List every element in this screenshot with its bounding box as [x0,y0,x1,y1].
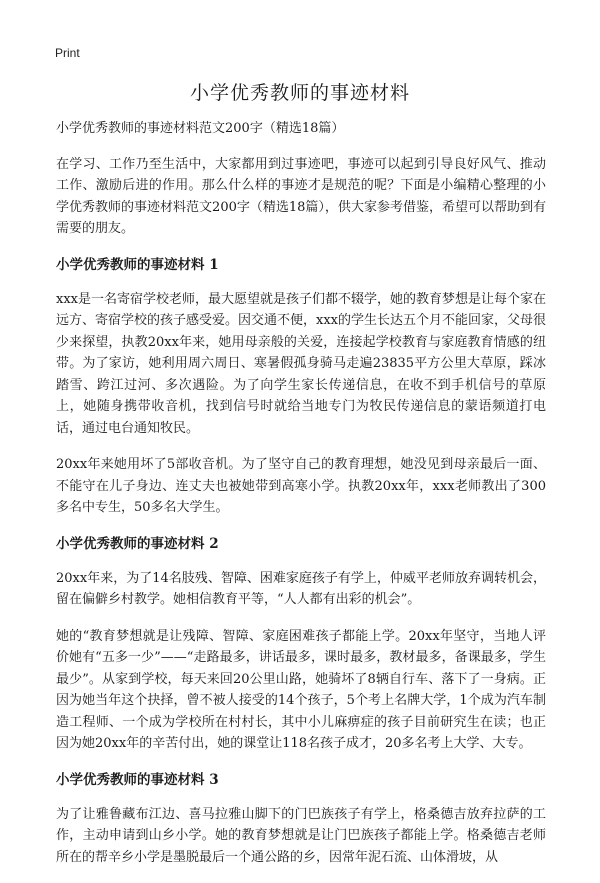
print-link[interactable]: Print [55,46,80,60]
section-1-paragraph-2: 20xx年来她用坏了5部收音机。为了坚守自己的教育理想，她没见到母亲最后一面、不能守在儿子身边、连丈夫也被她带到高寒小学。执教20xx年，xxx老师教出了300多名中专生，50多名大学生。 [56,457,546,515]
section-3-paragraph-1: 为了让雅鲁藏布江边、喜马拉雅山脚下的门巴族孩子有学上，格桑德吉放弃拉萨的工作，主动申请到山乡小学。她的教育梦想就是让门巴族孩子都能上学。格桑德吉老师所在的帮辛乡小学是墨脱最后一个通公路的乡，因常年泥石流、山体滑坡，从 [56,806,546,865]
document-body [56,118,546,883]
section-heading-1: 小学优秀教师的事迹材料 1 [56,256,219,273]
intro-paragraph: 在学习、工作乃至生活中，大家都用到过事迹吧，事迹可以起到引导良好风气、推动工作、激励后进的作用。那么什么样的事迹才是规范的呢？下面是小编精心整理的小学优秀教师的事迹材料范文200字（精选18篇），供大家参考借鉴，希望可以帮助到有需要的朋友。 [56,156,546,236]
document-title: 小学优秀教师的事迹材料 [189,82,410,104]
section-heading-3: 小学优秀教师的事迹材料 3 [56,771,219,788]
section-1-paragraph-1: xxx是一名寄宿学校老师，最大愿望就是孩子们都不辍学，她的教育梦想是让每个家在远方、寄宿学校的孩子感受爱。因交通不便，xxx的学生长达五个月不能回家，父母很少来探望，执教20xx年来，她用母亲般的关爱，连接起学校教育与家庭教育情感的纽带。为了家访，她利用周六周日、寒暑假孤身骑马走遍23835平方公里大草原，踩冰踏雪、跨江过河、多次遇险。为了向学生家长传递信息，在收不到手机信号的草原上，她随身携带收音机，找到信号时就给当地专门为牧民传递信息的蒙语频道打电话，通过电台通知牧民。 [56,291,546,436]
section-2-paragraph-1: 20xx年来，为了14名肢残、智障、困难家庭孩子有学上，仲威平老师放弃调转机会，留在偏僻乡村教学。她相信教育平等，“人人都有出彩的机会”。 [56,570,546,607]
section-heading-2: 小学优秀教师的事迹材料 2 [56,535,219,552]
section-2-paragraph-2: 她的“教育梦想就是让残障、智障、家庭困难孩子都能上学。20xx年坚守，当地人评价她有“五多一少”——“走路最多，讲话最多，课时最多，教材最多，备课最多，学生最少”。从家到学校，每天来回20公里山路，她骑坏了8辆自行车、落下了一身病。正因为她当年这个抉择，曾不被人接受的14个孩子，5个考上名牌大学，1个成为汽车制造工程师、一个成为学校所在村村长，其中小儿麻痹症的孩子目前研究生在读；也正因为她20xx年的辛苦付出，她的课堂让118名孩子成才，20多名考上大学、大专。 [56,628,546,751]
document-subtitle: 小学优秀教师的事迹材料范文200字（精选18篇） [56,121,345,136]
